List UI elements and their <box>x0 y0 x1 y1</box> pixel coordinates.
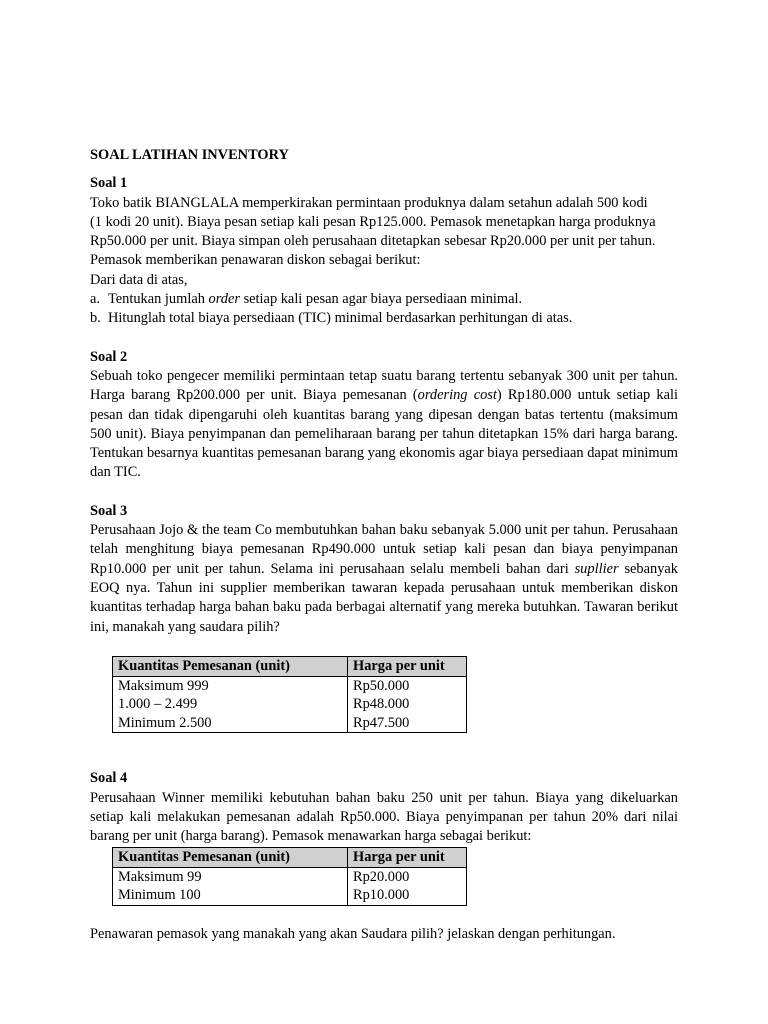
question-2-heading: Soal 2 <box>90 348 128 365</box>
question-1-item-b: b. Hitunglah total biaya persediaan (TIC) minimal berdasarkan perhitungan di atas. <box>90 309 678 328</box>
list-marker: a. <box>90 291 100 308</box>
question-1-line: Rp50.000 per unit. Biaya simpan oleh perusahaan ditetapkan sebesar Rp20.000 per unit per tahun. <box>90 233 656 250</box>
document-page <box>90 146 678 944</box>
question-3-heading: Soal 3 <box>90 502 128 519</box>
quantity-cell: Minimum 2.500 <box>113 714 348 733</box>
question-2-text: Sebuah toko pengecer memiliki permintaan tetap suatu barang tertentu sebanyak 300 unit per tahun. Harga barang Rp200.000 per unit. Biaya pemesanan (ordering cost) Rp180.000 untuk setiap kali pesan dan tidak dipengaruhi oleh kuantitas barang yang dipesan dengan batas tertentu (maksimum 500 unit). Biaya penyimpanan dan pemeliharaan barang per tahun ditetapkan 15% dari harga barang. Tentukan besarnya kuantitas pemesanan barang yang ekonomis agar biaya persediaan dapat minimum dan TIC. <box>90 367 678 481</box>
question-2 <box>90 348 678 483</box>
emphasis-text: supllier <box>574 560 619 577</box>
table-row <box>113 695 467 714</box>
question-4-text: Perusahaan Winner memiliki kebutuhan bahan baku 250 unit per tahun. Biaya yang dikeluarkan setiap kali melakukan pemesanan adalah Rp50.000. Biaya penyimpanan per tahun 20% dari nilai barang per unit (harga barang). Pemasok menawarkan harga sebagai berikut: <box>90 789 678 845</box>
price-table-4 <box>112 847 467 906</box>
list-marker: b. <box>90 310 101 327</box>
column-header-quantity: Kuantitas Pemesanan (unit) <box>113 656 348 676</box>
price-cell: Rp20.000 <box>348 867 467 886</box>
quantity-cell: Minimum 100 <box>113 886 348 905</box>
table-row <box>113 867 467 886</box>
question-1-line: Toko batik BIANGLALA memperkirakan permintaan produknya dalam setahun adalah 500 kodi <box>90 194 648 211</box>
table-row <box>113 714 467 733</box>
column-header-price: Harga per unit <box>348 656 467 676</box>
quantity-cell: Maksimum 999 <box>113 676 348 695</box>
price-table-3 <box>112 656 467 734</box>
price-cell: Rp10.000 <box>348 886 467 905</box>
question-1-item-a: a. Tentukan jumlah order setiap kali pesan agar biaya persediaan minimal. <box>90 290 678 309</box>
question-4-closing: Penawaran pemasok yang manakah yang akan Saudara pilih? jelaskan dengan perhitungan. <box>90 925 616 942</box>
column-header-price: Harga per unit <box>348 847 467 867</box>
price-cell: Rp47.500 <box>348 714 467 733</box>
column-header-quantity: Kuantitas Pemesanan (unit) <box>113 847 348 867</box>
table-row <box>113 676 467 695</box>
question-1-heading: Soal 1 <box>90 175 128 192</box>
question-4 <box>90 769 678 943</box>
question-3-text: Perusahaan Jojo & the team Co membutuhkan bahan baku sebanyak 5.000 unit per tahun. Perusahaan telah menghitung biaya pemesanan Rp490.000 untuk setiap kali pesan dan biaya penyimpanan Rp10.000 per unit per tahun. Selama ini perusahaan selalu membeli bahan dari supllier sebanyak EOQ nya. Tahun ini supplier memberikan tawaran kepada perusahaan untuk memberikan diskon kuantitas terhadap harga bahan baku pada berbagai alternatif yang mereka butuhkan. Tawaran berikut ini, manakah yang saudara pilih? <box>90 522 678 635</box>
price-cell: Rp48.000 <box>348 695 467 714</box>
question-1-line: (1 kodi 20 unit). Biaya pesan setiap kali pesan Rp125.000. Pemasok menetapkan harga produknya <box>90 213 656 230</box>
table-row <box>113 886 467 905</box>
quantity-cell: 1.000 – 2.499 <box>113 695 348 714</box>
question-1-line: Pemasok memberikan penawaran diskon sebagai berikut: <box>90 252 421 269</box>
emphasis-text: order <box>208 291 240 308</box>
question-4-heading: Soal 4 <box>90 770 128 787</box>
question-1 <box>90 174 678 328</box>
price-cell: Rp50.000 <box>348 676 467 695</box>
table-header-row <box>113 656 467 676</box>
quantity-cell: Maksimum 99 <box>113 867 348 886</box>
table-header-row <box>113 847 467 867</box>
question-1-line: Dari data di atas, <box>90 271 188 288</box>
document-title: SOAL LATIHAN INVENTORY <box>90 147 289 163</box>
question-3 <box>90 502 678 734</box>
emphasis-text: ordering cost <box>417 387 497 404</box>
